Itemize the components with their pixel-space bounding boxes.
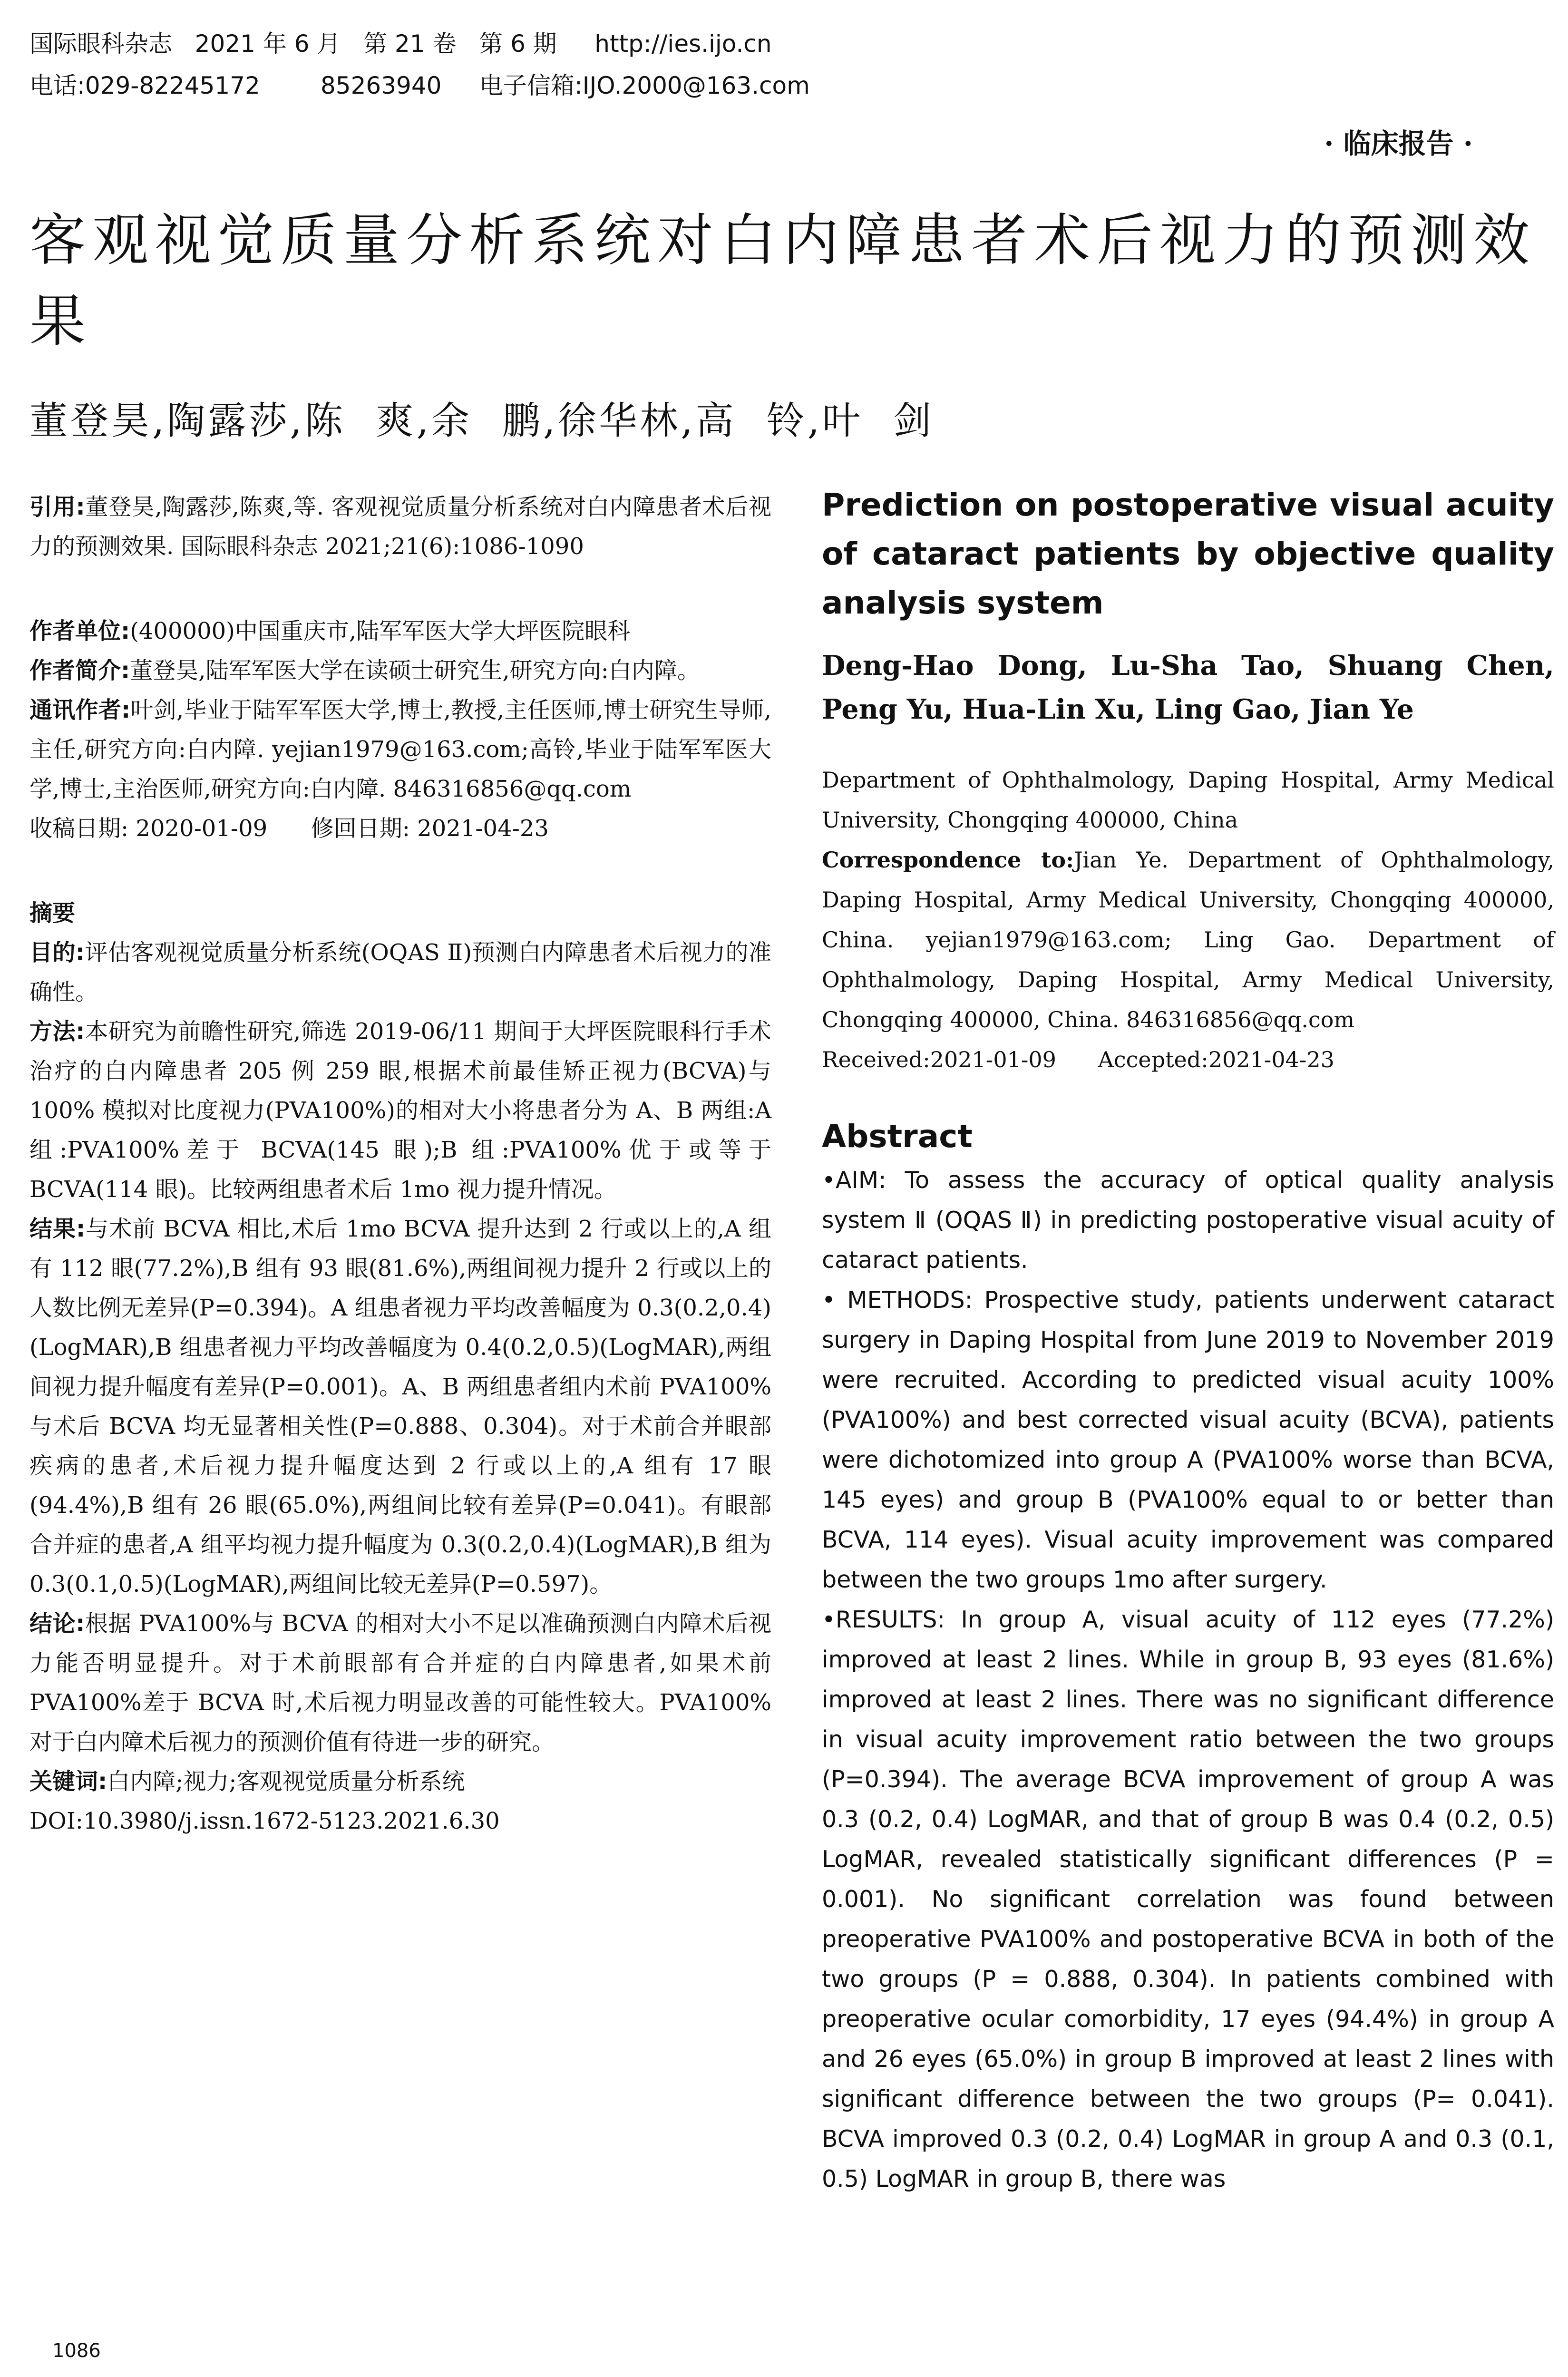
- abstract-results-en: •RESULTS: In group A, visual acuity of 112 eyes (77.2%) improved at least 2 lines. While in group B, 93 eyes (81.6%) improved at least 2 lines. There was no significant difference in visual acuity improvement ratio between the two groups (P=0.394). The average BCVA improvement of group A was 0.3 (0.2, 0.4) LogMAR, and that of group B was 0.4 (0.2, 0.5) LogMAR, revealed statistically significant differences (P = 0.001). No significant correlation was found between preoperative PVA100% and postoperative BCVA in both of the two groups (P = 0.888, 0.304). In patients combined with preoperative ocular comorbidity, 17 eyes (94.4%) in group A and 26 eyes (65.0%) in group B improved at least 2 lines with significant difference between the two groups (P= 0.041). BCVA improved 0.3 (0.2, 0.4) LogMAR in group A and 0.3 (0.1, 0.5) LogMAR in group B, there was: [822, 1606, 1554, 2192]
- results-text: 与术前 BCVA 相比,术后 1mo BCVA 提升达到 2 行或以上的,A 组有 112 眼(77.2%),B 组有 93 眼(81.6%),两组间视力提升 2 行或以上的人数比例无差异(P=0.394)。A 组患者视力平均改善幅度为 0.3(0.2,0.4)(LogMAR),B 组患者视力平均改善幅度为 0.4(0.2,0.5)(LogMAR),两组间视力提升幅度有差异(P=0.001)。A、B 两组患者组内术前 PVA100%与术后 BCVA 均无显著相关性(P=0.888、0.304)。对于术前合并眼部疾病的患者,术后视力提升幅度达到 2 行或以上的,A 组有 17 眼(94.4%),B 组有 26 眼(65.0%),两组间比较有差异(P=0.041)。有眼部合并症的患者,A 组平均视力提升幅度为 0.3(0.2,0.4)(LogMAR),B 组为 0.3(0.1,0.5)(LogMAR),两组间比较无差异(P=0.597)。: [29, 1216, 771, 1598]
- author-unit-label: 作者单位:: [29, 618, 130, 644]
- doi: DOI:10.3980/j.issn.1672-5123.2021.6.30: [29, 1808, 500, 1834]
- authors-zh: 董登昊,陶露莎,陈 爽,余 鹏,徐华林,高 铃,叶 剑: [29, 399, 935, 443]
- left-column: [29, 487, 771, 1841]
- abstract-conclusion: [29, 1604, 771, 1762]
- keywords-label: 关键词:: [29, 1768, 107, 1795]
- citation-label: 引用:: [29, 494, 85, 520]
- citation: [29, 487, 771, 566]
- abstract-aim: [29, 933, 771, 1012]
- aim-text: 评估客观视觉质量分析系统(OQAS Ⅱ)预测白内障患者术后视力的准确性。: [29, 939, 771, 1005]
- author-bio-label: 作者简介:: [29, 657, 130, 684]
- received-revised-dates: 收稿日期: 2020-01-09 修回日期: 2021-04-23: [29, 815, 549, 842]
- correspondence-text: Jian Ye. Department of Ophthalmology, Daping Hospital, Army Medical University, Chongqing 400000, China. yejian1979@163.com; Ling Gao. Department of Ophthalmology, Daping Hospital, Army Medical University, Chongqing 400000, China. 846316856@qq.com: [822, 847, 1554, 1033]
- abstract-heading-en: Abstract: [822, 1118, 973, 1155]
- correspondence-label: Correspondence to:: [822, 847, 1074, 873]
- methods-text: 本研究为前瞻性研究,筛选 2019-06/11 期间于大坪医院眼科行手术治疗的白内障患者 205 例 259 眼,根据术前最佳矫正视力(BCVA)与 100% 模拟对比度视力(PVA100%)的相对大小将患者分为 A、B 两组:A 组:PVA100%差于 BCVA(145 眼);B 组:PVA100%优于或等于 BCVA(114 眼)。比较两组患者术后 1mo 视力提升情况。: [29, 1018, 771, 1203]
- conclusion-text: 根据 PVA100%与 BCVA 的相对大小不足以准确预测白内障术后视力能否明显提升。对于术前眼部有合并症的白内障患者,如果术前 PVA100%差于 BCVA 时,术后视力明显改善的可能性较大。PVA100%对于白内障术后视力的预测价值有待进一步的研究。: [29, 1610, 771, 1755]
- aim-label: 目的:: [29, 939, 85, 966]
- journal-header-line1: 国际眼科杂志 2021 年 6 月 第 21 卷 第 6 期 http://ies.ijo.cn: [29, 30, 772, 58]
- abstract-results: [29, 1209, 771, 1604]
- corresponding-author-text: 叶剑,毕业于陆军军医大学,博士,教授,主任医师,博士研究生导师,主任,研究方向:白内障. yejian1979@163.com;高铃,毕业于陆军军医大学,博士,主治医师,研究方向:白内障. 846316856@qq.com: [29, 697, 771, 802]
- corresponding-author-label: 通讯作者:: [29, 697, 131, 723]
- section-label: · 临床报告 ·: [1324, 127, 1473, 160]
- correspondence-en: [822, 840, 1554, 1040]
- corresponding-author: [29, 691, 771, 809]
- author-bio-text: 董登昊,陆军军医大学在读硕士研究生,研究方向:白内障。: [130, 657, 700, 684]
- keywords-text: 白内障;视力;客观视觉质量分析系统: [107, 1768, 465, 1795]
- abstract-heading-zh: 摘要: [29, 900, 76, 926]
- abstract-aim-en: •AIM: To assess the accuracy of optical quality analysis system Ⅱ (OQAS Ⅱ) in predicting postoperative visual acuity of cataract patients.: [822, 1167, 1554, 1274]
- abstract-methods: [29, 1012, 771, 1209]
- results-label: 结果:: [29, 1216, 86, 1242]
- author-unit-text: (400000)中国重庆市,陆军军医大学大坪医院眼科: [130, 618, 631, 644]
- abstract-methods-en: • METHODS: Prospective study, patients underwent cataract surgery in Daping Hospital from June 2019 to November 2019 were recruited. According to predicted visual acuity 100% (PVA100%) and best corrected visual acuity (BCVA), patients were dichotomized into group A (PVA100% worse than BCVA, 145 eyes) and group B (PVA100% equal to or better than BCVA, 114 eyes). Visual acuity improvement was compared between the two groups 1mo after surgery.: [822, 1286, 1554, 1593]
- author-unit: [29, 612, 771, 651]
- right-column: [822, 480, 1554, 2199]
- journal-header-line2: 电话:029-82245172 85263940 电子信箱:IJO.2000@163.com: [29, 72, 810, 99]
- article-title-zh: 客观视觉质量分析系统对白内障患者术后视力的预测效果: [29, 207, 1537, 354]
- author-bio: [29, 651, 771, 691]
- authors-en: Deng-Hao Dong, Lu-Sha Tao, Shuang Chen, Peng Yu, Hua-Lin Xu, Ling Gao, Jian Ye: [822, 650, 1554, 725]
- page-number: 1086: [52, 2340, 101, 2362]
- keywords: [29, 1762, 771, 1802]
- received-accepted-dates: Received:2021-01-09 Accepted:2021-04-23: [822, 1047, 1334, 1072]
- article-title-en: Prediction on postoperative visual acuity of cataract patients by objective quality analysis system: [822, 487, 1554, 621]
- affiliation-en: Department of Ophthalmology, Daping Hospital, Army Medical University, Chongqing 400000, China: [822, 767, 1554, 833]
- methods-label: 方法:: [29, 1018, 85, 1045]
- conclusion-label: 结论:: [29, 1610, 85, 1637]
- citation-text: 董登昊,陶露莎,陈爽,等. 客观视觉质量分析系统对白内障患者术后视力的预测效果. 国际眼科杂志 2021;21(6):1086-1090: [29, 494, 771, 560]
